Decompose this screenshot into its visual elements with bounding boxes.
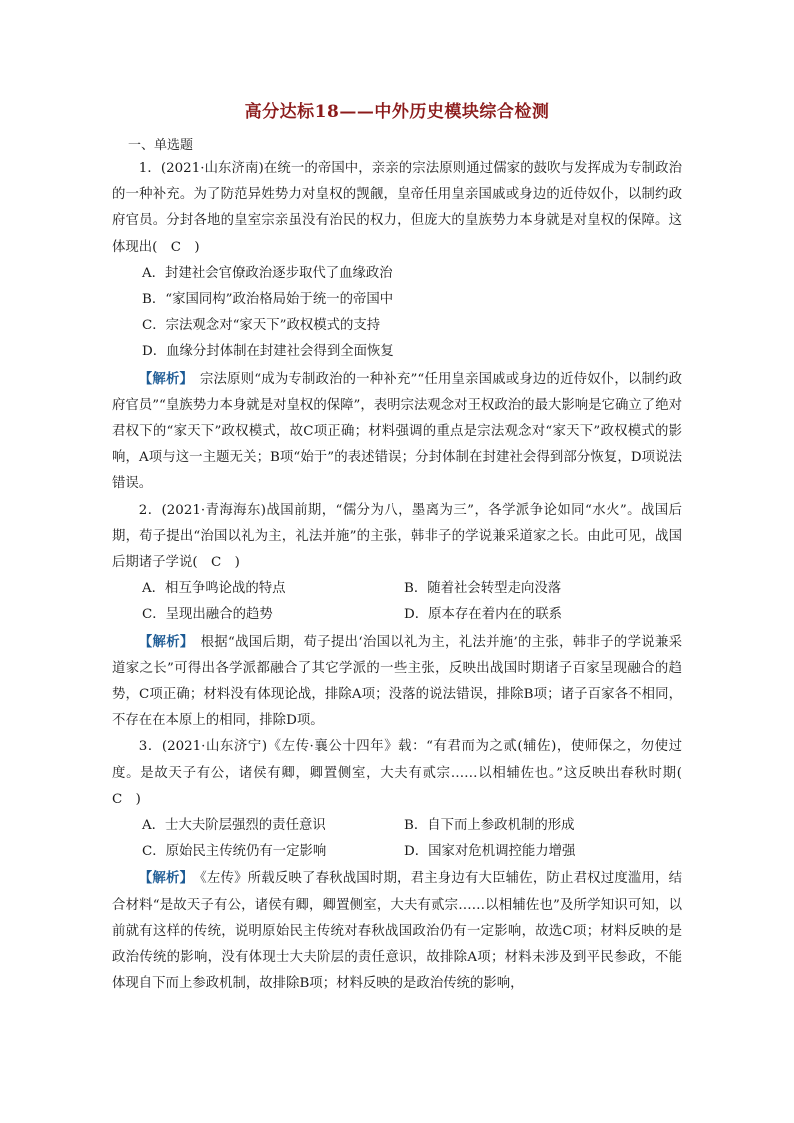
option: A．相互争鸣论战的特点 [142,581,286,597]
analysis-label: 【解析】 [138,870,187,887]
option: A．士大夫阶层强烈的责任意识 [142,818,326,834]
section-heading: 一、单选题 [128,138,194,153]
option-row [142,576,682,602]
option: B．随着社会转型走向没落 [404,581,562,597]
question-stem: 1．(2021·山东济南)在统一的帝国中，亲亲的宗法原则通过儒家的鼓吹与发挥成为专制政治的一种补充。为了防范异姓势力对皇权的觊觎，皇帝任用皇亲国戚或身边的近侍奴仆，以制约政府官员。分封各地的皇室宗亲虽没有治民的权力，但庞大的皇族势力本身就是对皇权的保障。这体现出( C ) [112,161,682,255]
page-title: 高分达标18——中外历史模块综合检测 [244,102,550,122]
option-row [142,813,682,839]
analysis-label: 【解析】 [138,370,187,387]
analysis-paragraph: 【解析】 宗法原则“成为专制政治的一种补充”“任用皇亲国戚或身边的近侍奴仆，以制约政府官员”“皇族势力本身就是对皇权的保障”，表明宗法观念对王权政治的最大影响是它确立了绝对君权下的“家天下”政权模式，故C项正确；材料强调的重点是宗法观念对“家天下”政权模式的影响，A项与这一主题无关；B项“始于”的表述错误；分封体制在封建社会得到部分恢复，D项说法错误。 [112,370,683,492]
analysis-label: 【解析】 [138,633,187,650]
option: D．国家对危机调控能力增强 [404,844,576,860]
option: B．自下而上参政机制的形成 [404,818,575,834]
option-row [142,602,682,628]
analysis-paragraph: 【解析】 根据“战国后期，荀子提出‘治国以礼为主，礼法并施’的主张，韩非子的学说兼采道家之长”可得出各学派都融合了其它学派的一些主张，反映出战国时期诸子百家呈现融合的趋势，C项正确；材料没有体现论战，排除A项；没落的说法错误，排除B项；诸子百家各不相同，不存在在本原上的相同，排除D项。 [112,633,683,729]
option: A．封建社会官僚政治逐步取代了血缘政治 [142,265,393,281]
option-row [142,839,682,865]
option: C．呈现出融合的趋势 [142,607,273,623]
option: C．原始民主传统仍有一定影响 [142,844,327,860]
question-stem: 3．(2021·山东济宁)《左传·襄公十四年》载：“有君而为之贰(辅佐)，使师保之，勿使过度。是故天子有公，诸侯有卿，卿置侧室，大夫有贰宗……以相辅佐也。”这反映出春秋时期( C ) [112,739,696,807]
option: C．宗法观念对“家天下”政权模式的支持 [142,318,381,334]
question-list [112,156,696,998]
option: D．血缘分封体制在封建社会得到全面恢复 [142,344,394,360]
analysis-paragraph: 【解析】 《左传》所载反映了春秋战国时期，君主身边有大臣辅佐，防止君权过度滥用，结合材料“是故天子有公，诸侯有卿，卿置侧室，大夫有贰宗……以相辅佐也”及所学知识可知，以前就有这样的传统，说明原始民主传统对春秋战国政治仍有一定影响，故选C项；材料反映的是政治传统的影响，没有体现士大夫阶层的责任意识，故排除A项；材料未涉及到平民参政，不能体现自下而上参政机制，故排除B项；材料反映的是政治传统的影响， [112,870,683,992]
option: D．原本存在着内在的联系 [404,607,563,623]
question-stem: 2．(2021·青海海东)战国前期，“儒分为八，墨离为三”，各学派争论如同“水火”。战国后期，荀子提出“治国以礼为主，礼法并施”的主张，韩非子的学说兼采道家之长。由此可见，战国后期诸子学说( C ) [112,502,682,571]
option: B．“家国同构”政治格局始于统一的帝国中 [142,292,394,308]
